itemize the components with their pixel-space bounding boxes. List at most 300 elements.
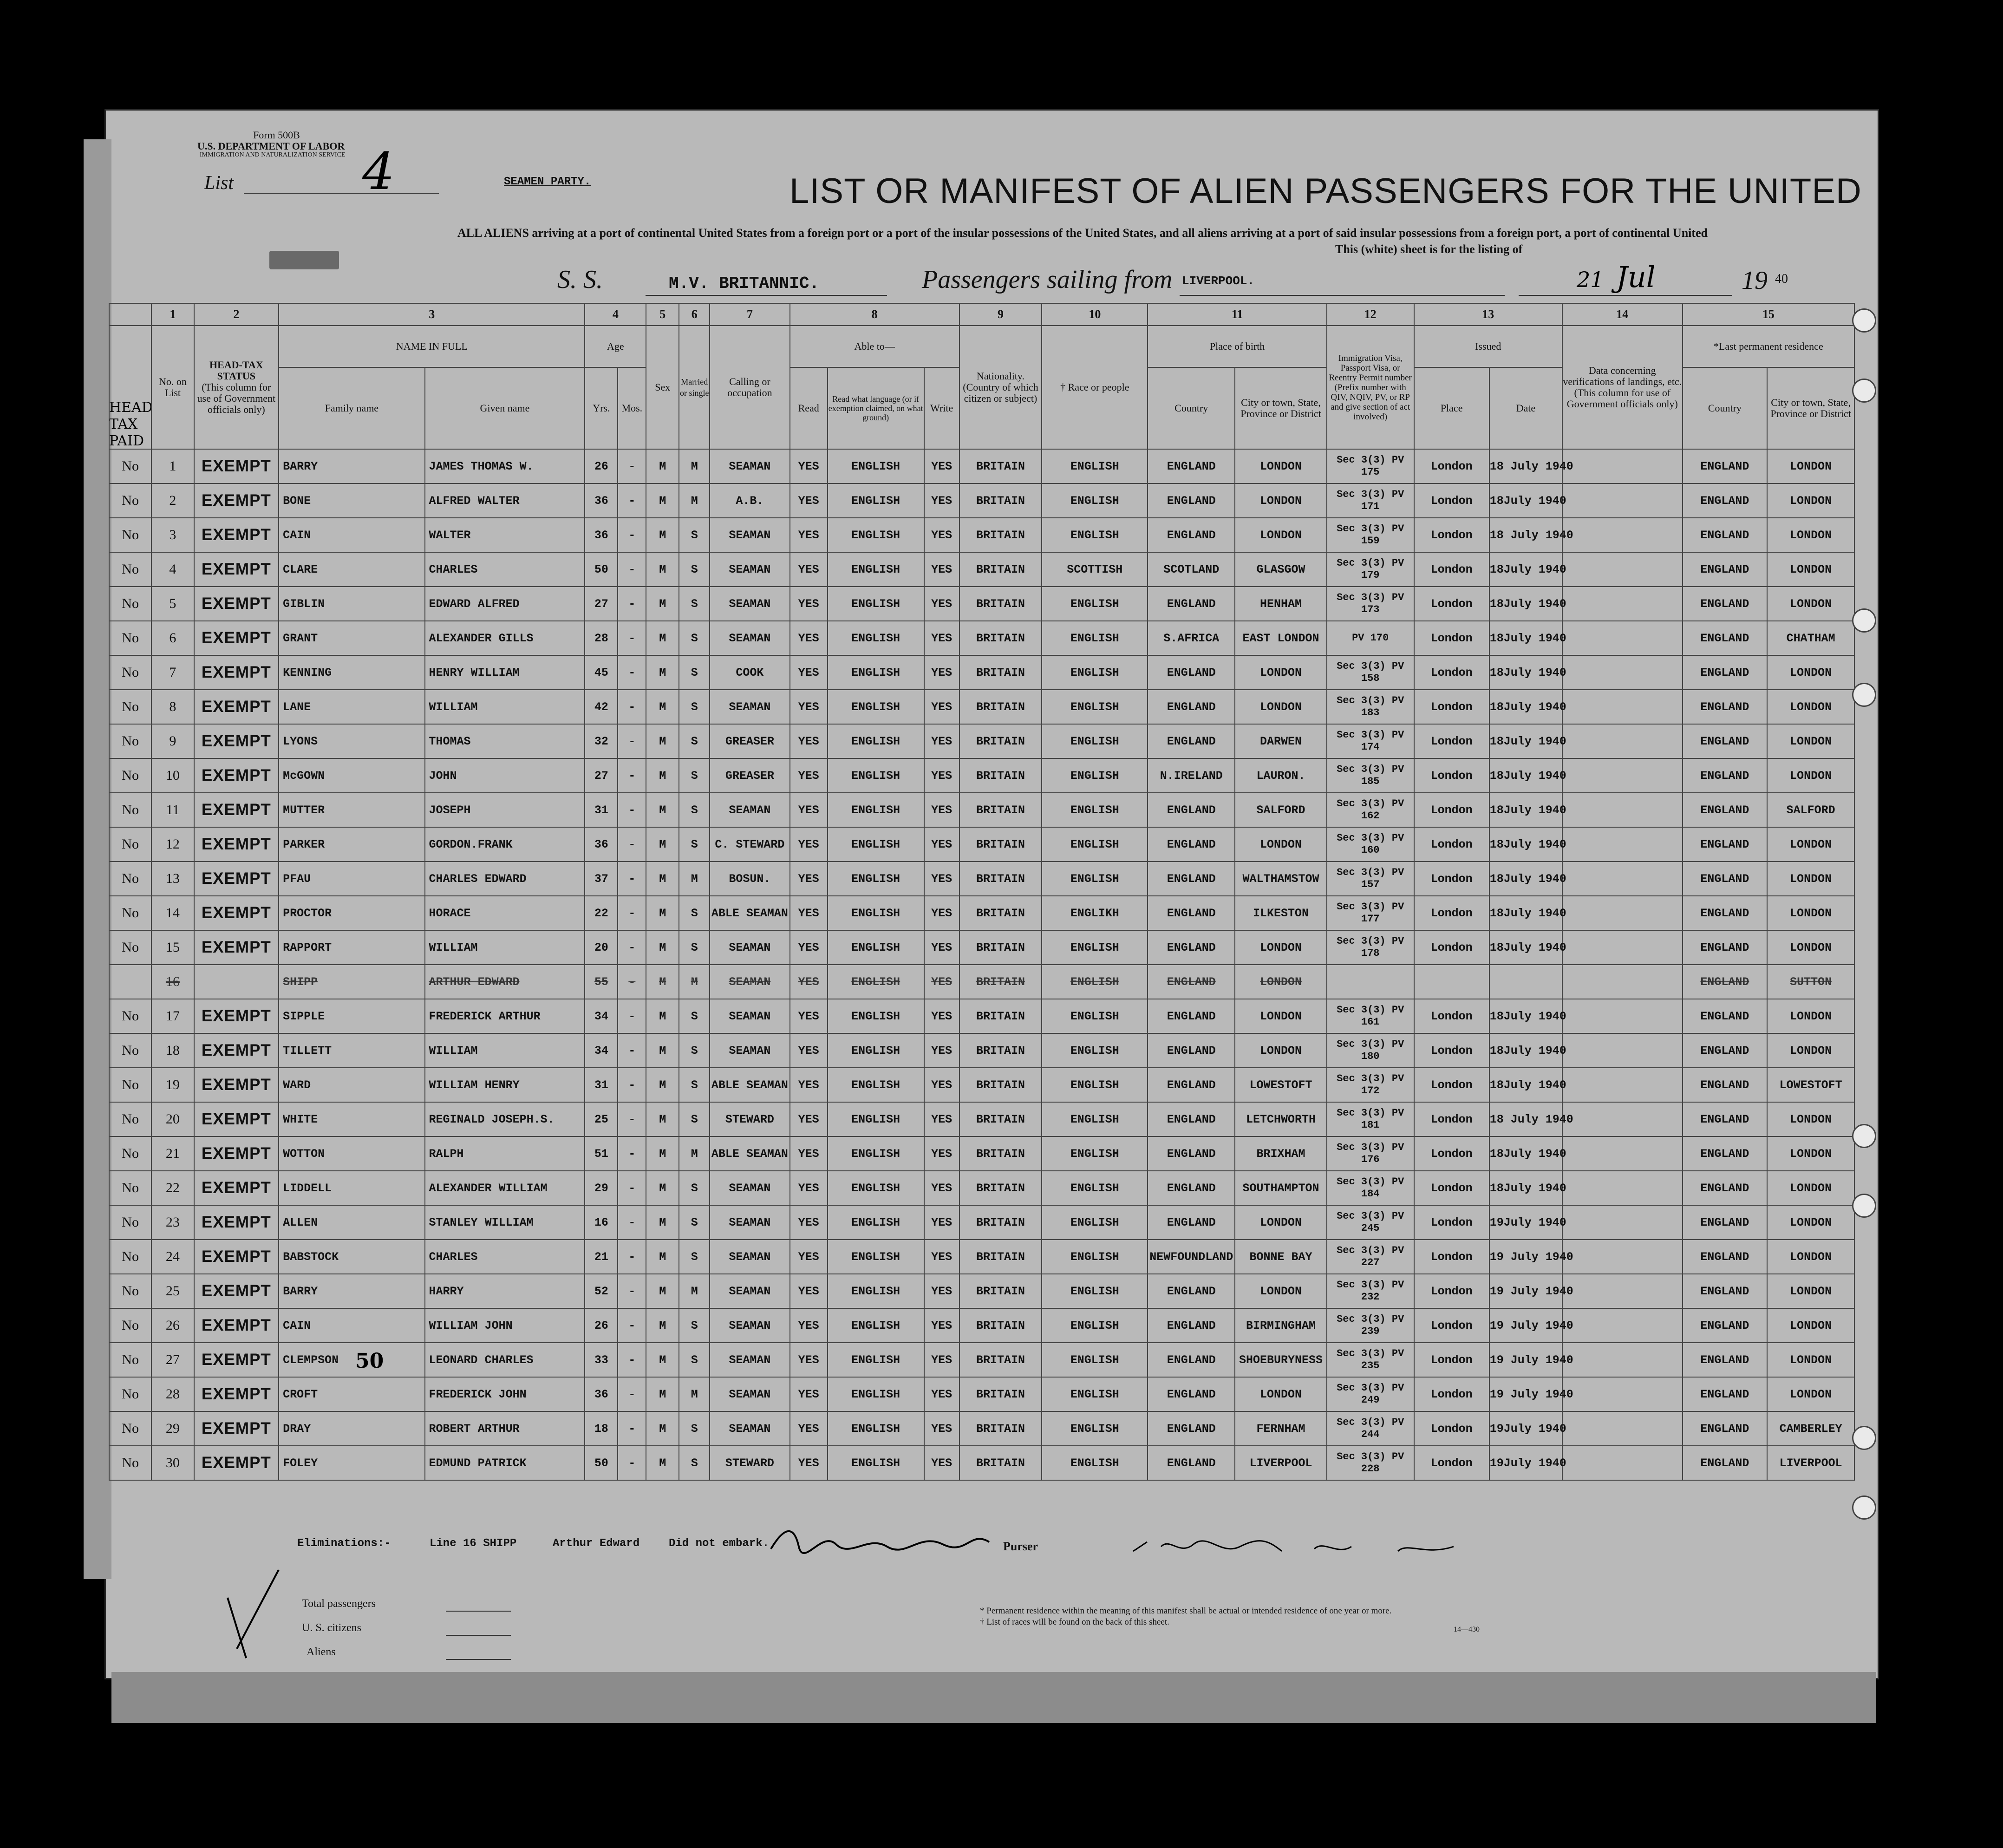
cell-lang: ENGLISH [828, 965, 924, 999]
cell-no: 13 [151, 862, 194, 896]
cell-status: EXEMPT [194, 1308, 279, 1343]
cell-lang: ENGLISH [828, 690, 924, 724]
cell-write: YES [924, 1136, 959, 1171]
cell-lang: ENGLISH [828, 1102, 924, 1136]
cell-nat: BRITAIN [959, 483, 1042, 518]
cell-visa: Sec 3(3) PV 181 [1327, 1102, 1414, 1136]
cell-sex: M [646, 930, 679, 965]
passenger-row [109, 862, 1854, 896]
cell-no: 27 [151, 1343, 194, 1377]
col-num-6: 6 [679, 303, 710, 326]
cell-yrs: 20 [585, 930, 618, 965]
total-passengers-line [446, 1611, 511, 1612]
cell-status: EXEMPT [194, 1205, 279, 1240]
cell-no: 16 [151, 965, 194, 999]
passenger-row [109, 1377, 1854, 1411]
cell-race: ENGLIKH [1042, 896, 1148, 930]
cell-city: SOUTHAMPTON [1235, 1171, 1327, 1205]
cell-country: S.AFRICA [1148, 621, 1235, 655]
cell-sex: M [646, 690, 679, 724]
header-nationality: Nationality. (Country of which citizen or subject) [959, 326, 1042, 449]
cell-status: EXEMPT [194, 1377, 279, 1411]
cell-country: ENGLAND [1148, 1446, 1235, 1480]
cell-lang: ENGLISH [828, 1343, 924, 1377]
cell-country: ENGLAND [1148, 1274, 1235, 1308]
cell-no: 23 [151, 1205, 194, 1240]
sailing-from-label: Passengers sailing from [922, 265, 1173, 294]
cell-lang: ENGLISH [828, 999, 924, 1033]
cell-country: ENGLAND [1148, 827, 1235, 862]
cell-paid: No [109, 1377, 151, 1411]
cell-lang: ENGLISH [828, 1068, 924, 1102]
cell-place: London [1414, 655, 1489, 690]
cell-status: EXEMPT [194, 1343, 279, 1377]
cell-nat: BRITAIN [959, 655, 1042, 690]
cell-status: EXEMPT [194, 1446, 279, 1480]
cell-given: RALPH [425, 1136, 585, 1171]
passenger-row [109, 1171, 1854, 1205]
cell-mos: - [618, 827, 646, 862]
cell-write: YES [924, 552, 959, 587]
cell-city: WALTHAMSTOW [1235, 862, 1327, 896]
header-no-on-list: No. on List [151, 326, 194, 449]
cell-place: London [1414, 1068, 1489, 1102]
cell-family: RAPPORT [279, 930, 424, 965]
cell-race: SCOTTISH [1042, 552, 1148, 587]
passenger-row [109, 793, 1854, 827]
cell-yrs: 33 [585, 1343, 618, 1377]
cell-res-country: ENGLAND [1683, 896, 1768, 930]
cell-sex: M [646, 1033, 679, 1068]
cell-family: CLARE [279, 552, 424, 587]
head-tax-note: (This column for use of Government officials only) [197, 381, 276, 415]
head-tax-title: HEAD-TAX STATUS [209, 359, 263, 382]
cell-given: ALFRED WALTER [425, 483, 585, 518]
cell-data-landings [1562, 758, 1683, 793]
page-edge-left [84, 139, 111, 1579]
cell-read: YES [790, 1205, 828, 1240]
cell-status: EXEMPT [194, 587, 279, 621]
cell-status: EXEMPT [194, 1274, 279, 1308]
cell-visa: Sec 3(3) PV 235 [1327, 1343, 1414, 1377]
cell-sex: M [646, 1308, 679, 1343]
cell-visa: Sec 3(3) PV 179 [1327, 552, 1414, 587]
cell-mos: - [618, 1205, 646, 1240]
header-date: Date [1489, 367, 1562, 449]
cell-lang: ENGLISH [828, 896, 924, 930]
cell-res-country: ENGLAND [1683, 621, 1768, 655]
tally-number: 50 [355, 1349, 384, 1373]
cell-family: WOTTON [279, 1136, 424, 1171]
cell-place: London [1414, 793, 1489, 827]
cell-res-country: ENGLAND [1683, 552, 1768, 587]
cell-yrs: 42 [585, 690, 618, 724]
cell-yrs: 22 [585, 896, 618, 930]
cell-res-country: ENGLAND [1683, 518, 1768, 552]
cell-yrs: 16 [585, 1205, 618, 1240]
cell-yrs: 55 [585, 965, 618, 999]
cell-data-landings [1562, 793, 1683, 827]
header-calling: Calling or occupation [710, 326, 789, 449]
cell-data-landings [1562, 1240, 1683, 1274]
cell-city: ILKESTON [1235, 896, 1327, 930]
cell-city: EAST LONDON [1235, 621, 1327, 655]
cell-race: ENGLISH [1042, 655, 1148, 690]
manifest-subtitle: ALL ALIENS arriving at a port of continental United States from a foreign port or a port of the insular possessions of the United States, and all aliens arriving at a port of said insular possessions from a foreign port, a port of continental United [457, 226, 1708, 240]
cell-yrs: 36 [585, 1377, 618, 1411]
cell-visa: Sec 3(3) PV 157 [1327, 862, 1414, 896]
col-num-9: 9 [959, 303, 1042, 326]
cell-data-landings [1562, 930, 1683, 965]
cell-mos: - [618, 1136, 646, 1171]
cell-status: EXEMPT [194, 930, 279, 965]
cell-res-country: ENGLAND [1683, 655, 1768, 690]
cell-write: YES [924, 1377, 959, 1411]
header-able-to: Able to— [790, 326, 959, 367]
cell-race: ENGLISH [1042, 1171, 1148, 1205]
cell-write: YES [924, 1274, 959, 1308]
cell-lang: ENGLISH [828, 1205, 924, 1240]
cell-res-city: LONDON [1767, 1205, 1854, 1240]
cell-given: JOSEPH [425, 793, 585, 827]
cell-write: YES [924, 862, 959, 896]
ship-underline [646, 295, 887, 296]
cell-read: YES [790, 449, 828, 483]
header-res-city: City or town, State, Province or District [1767, 367, 1854, 449]
cell-mos: - [618, 1274, 646, 1308]
cell-lang: ENGLISH [828, 1446, 924, 1480]
cell-family: TILLETT [279, 1033, 424, 1068]
cell-data-landings [1562, 518, 1683, 552]
cell-calling: SEAMAN [710, 1171, 789, 1205]
year-prefix: 19 [1742, 266, 1768, 295]
date-month: Jul [1616, 260, 1656, 294]
cell-nat: BRITAIN [959, 724, 1042, 758]
cell-write: YES [924, 793, 959, 827]
cell-race: ENGLISH [1042, 1136, 1148, 1171]
punch-hole [1852, 1426, 1876, 1450]
col-num-15: 15 [1683, 303, 1854, 326]
data-landings-note: (This column for use of Government officials only) [1566, 387, 1678, 410]
cell-no: 9 [151, 724, 194, 758]
header-res-country: Country [1683, 367, 1768, 449]
page-edge-bottom [111, 1672, 1876, 1723]
list-number: 4 [362, 142, 395, 201]
cell-res-city: LONDON [1767, 690, 1854, 724]
cell-data-landings [1562, 1102, 1683, 1136]
cell-mos: - [618, 1377, 646, 1411]
cell-given: ROBERT ARTHUR [425, 1411, 585, 1446]
cell-family: WHITE [279, 1102, 424, 1136]
cell-res-city: LONDON [1767, 758, 1854, 793]
footnote-residence: * Permanent residence within the meaning of this manifest shall be actual or intended residence of one year or more. [980, 1606, 1392, 1616]
cell-city: SHOEBURYNESS [1235, 1343, 1327, 1377]
cell-lang: ENGLISH [828, 449, 924, 483]
cell-res-country: ENGLAND [1683, 1068, 1768, 1102]
cell-res-country: ENGLAND [1683, 587, 1768, 621]
cell-city: LOWESTOFT [1235, 1068, 1327, 1102]
cell-write: YES [924, 483, 959, 518]
cell-family: BARRY [279, 449, 424, 483]
punch-hole [1852, 1194, 1876, 1218]
cell-res-country: ENGLAND [1683, 483, 1768, 518]
cell-place: London [1414, 1171, 1489, 1205]
cell-res-country: ENGLAND [1683, 1136, 1768, 1171]
cell-date: 18July 1940 [1489, 690, 1562, 724]
cell-family: DRAY [279, 1411, 424, 1446]
cell-res-country: ENGLAND [1683, 690, 1768, 724]
cell-data-landings [1562, 862, 1683, 896]
header-name-in-full: NAME IN FULL [279, 326, 585, 367]
cell-race: ENGLISH [1042, 758, 1148, 793]
cell-race: ENGLISH [1042, 930, 1148, 965]
cell-mos: - [618, 518, 646, 552]
cell-ms: S [679, 1308, 710, 1343]
cell-data-landings [1562, 965, 1683, 999]
manifest-table [109, 303, 1855, 1481]
cell-family: CROFT [279, 1377, 424, 1411]
cell-paid: No [109, 449, 151, 483]
cell-race: ENGLISH [1042, 827, 1148, 862]
cell-yrs: 51 [585, 1136, 618, 1171]
cell-place: London [1414, 1205, 1489, 1240]
cell-nat: BRITAIN [959, 1171, 1042, 1205]
cell-date: 19July 1940 [1489, 1446, 1562, 1480]
cell-write: YES [924, 827, 959, 862]
cell-no: 14 [151, 896, 194, 930]
manifest-title: LIST OR MANIFEST OF ALIEN PASSENGERS FOR THE UNITED [789, 171, 1862, 211]
cell-write: YES [924, 896, 959, 930]
punch-hole [1852, 608, 1876, 633]
cell-given: HARRY [425, 1274, 585, 1308]
cell-ms: S [679, 1102, 710, 1136]
cell-res-city: LONDON [1767, 449, 1854, 483]
cell-calling: SEAMAN [710, 793, 789, 827]
cell-nat: BRITAIN [959, 1240, 1042, 1274]
cell-visa: Sec 3(3) PV 172 [1327, 1068, 1414, 1102]
cell-country: ENGLAND [1148, 587, 1235, 621]
cell-date: 18July 1940 [1489, 896, 1562, 930]
cell-mos: - [618, 1033, 646, 1068]
cell-paid: No [109, 930, 151, 965]
cell-family: SIPPLE [279, 999, 424, 1033]
year-suffix: 40 [1775, 272, 1788, 286]
cell-write: YES [924, 1343, 959, 1377]
cell-mos: - [618, 896, 646, 930]
cell-mos: - [618, 690, 646, 724]
ship-name: M.V. BRITANNIC. [669, 274, 820, 293]
cell-mos: - [618, 930, 646, 965]
cell-paid: No [109, 1102, 151, 1136]
cell-date: 18July 1940 [1489, 1033, 1562, 1068]
col-num-5: 5 [646, 303, 679, 326]
cell-yrs: 26 [585, 449, 618, 483]
cell-no: 28 [151, 1377, 194, 1411]
cell-sex: M [646, 896, 679, 930]
cell-res-city: LONDON [1767, 1171, 1854, 1205]
cell-res-country: ENGLAND [1683, 1033, 1768, 1068]
cell-nat: BRITAIN [959, 449, 1042, 483]
cell-write: YES [924, 1446, 959, 1480]
cell-country: ENGLAND [1148, 1411, 1235, 1446]
cell-no: 3 [151, 518, 194, 552]
cell-mos: - [618, 758, 646, 793]
cell-ms: S [679, 724, 710, 758]
cell-no: 21 [151, 1136, 194, 1171]
cell-country: ENGLAND [1148, 690, 1235, 724]
cell-given: WILLIAM [425, 930, 585, 965]
port-name: LIVERPOOL. [1182, 274, 1255, 288]
cell-race: ENGLISH [1042, 1308, 1148, 1343]
cell-city: LONDON [1235, 449, 1327, 483]
cell-mos: - [618, 621, 646, 655]
form-code: 14—430 [1454, 1626, 1480, 1633]
passenger-row [109, 1411, 1854, 1446]
cell-given: ARTHUR EDWARD [425, 965, 585, 999]
cell-nat: BRITAIN [959, 1411, 1042, 1446]
cell-calling: STEWARD [710, 1102, 789, 1136]
cell-city: LONDON [1235, 999, 1327, 1033]
cell-city: LONDON [1235, 965, 1327, 999]
cell-yrs: 26 [585, 1308, 618, 1343]
aliens-line [446, 1659, 511, 1660]
cell-given: JAMES THOMAS W. [425, 449, 585, 483]
cell-read: YES [790, 827, 828, 862]
cell-no: 10 [151, 758, 194, 793]
cell-no: 26 [151, 1308, 194, 1343]
cell-lang: ENGLISH [828, 1033, 924, 1068]
cell-sex: M [646, 1377, 679, 1411]
cell-res-city: CAMBERLEY [1767, 1411, 1854, 1446]
cell-visa: Sec 3(3) PV 184 [1327, 1171, 1414, 1205]
cell-city: LETCHWORTH [1235, 1102, 1327, 1136]
cell-visa: Sec 3(3) PV 174 [1327, 724, 1414, 758]
cell-family: WARD [279, 1068, 424, 1102]
cell-family: BONE [279, 483, 424, 518]
cell-nat: BRITAIN [959, 1136, 1042, 1171]
cell-family: PARKER [279, 827, 424, 862]
cell-given: LEONARD CHARLES [425, 1343, 585, 1377]
cell-visa: Sec 3(3) PV 178 [1327, 930, 1414, 965]
passenger-row [109, 758, 1854, 793]
cell-given: WILLIAM [425, 690, 585, 724]
cell-city: LONDON [1235, 1205, 1327, 1240]
cell-place: London [1414, 896, 1489, 930]
cell-ms: S [679, 621, 710, 655]
cell-place: London [1414, 518, 1489, 552]
cell-race: ENGLISH [1042, 690, 1148, 724]
cell-write: YES [924, 1308, 959, 1343]
cell-data-landings [1562, 1446, 1683, 1480]
cell-given: REGINALD JOSEPH.S. [425, 1102, 585, 1136]
cell-write: YES [924, 621, 959, 655]
cell-place: London [1414, 621, 1489, 655]
cell-visa: Sec 3(3) PV 185 [1327, 758, 1414, 793]
cell-paid: No [109, 1205, 151, 1240]
cell-mos: - [618, 655, 646, 690]
cell-paid: No [109, 483, 151, 518]
cell-res-country: ENGLAND [1683, 827, 1768, 862]
passenger-row [109, 965, 1854, 999]
cell-no: 11 [151, 793, 194, 827]
cell-country: ENGLAND [1148, 518, 1235, 552]
cell-no: 4 [151, 552, 194, 587]
cell-yrs: 37 [585, 862, 618, 896]
cell-family: ALLEN [279, 1205, 424, 1240]
cell-place: London [1414, 1446, 1489, 1480]
cell-family: MUTTER [279, 793, 424, 827]
cell-given: WILLIAM [425, 1033, 585, 1068]
cell-read: YES [790, 1171, 828, 1205]
cell-date: 18July 1940 [1489, 724, 1562, 758]
cell-city: LONDON [1235, 1377, 1327, 1411]
cell-sex: M [646, 518, 679, 552]
cell-nat: BRITAIN [959, 999, 1042, 1033]
cell-family: CAIN [279, 518, 424, 552]
cell-visa: Sec 3(3) PV 249 [1327, 1377, 1414, 1411]
cell-ms: S [679, 896, 710, 930]
service: IMMIGRATION AND NATURALIZATION SERVICE [200, 151, 346, 158]
header-country: Country [1148, 367, 1235, 449]
cell-visa [1327, 965, 1414, 999]
cell-lang: ENGLISH [828, 1171, 924, 1205]
header-race: † Race or people [1042, 326, 1148, 449]
cell-place: London [1414, 999, 1489, 1033]
cell-ms: S [679, 827, 710, 862]
col-num-13: 13 [1414, 303, 1562, 326]
cell-calling: SEAMAN [710, 1377, 789, 1411]
cell-calling: COOK [710, 655, 789, 690]
cell-ms: S [679, 999, 710, 1033]
cell-sex: M [646, 587, 679, 621]
cell-no: 24 [151, 1240, 194, 1274]
cell-nat: BRITAIN [959, 1274, 1042, 1308]
cell-read: YES [790, 758, 828, 793]
cell-nat: BRITAIN [959, 758, 1042, 793]
cell-calling: C. STEWARD [710, 827, 789, 862]
cell-sex: M [646, 1205, 679, 1240]
cell-place: London [1414, 1033, 1489, 1068]
cell-city: BRIXHAM [1235, 1136, 1327, 1171]
cell-nat: BRITAIN [959, 1033, 1042, 1068]
punch-hole [1852, 1495, 1876, 1520]
cell-country: ENGLAND [1148, 1136, 1235, 1171]
cell-data-landings [1562, 1068, 1683, 1102]
cell-family: CLEMPSON [279, 1343, 424, 1377]
cell-date: 18July 1940 [1489, 587, 1562, 621]
cell-race: ENGLISH [1042, 724, 1148, 758]
header-sex: Sex [646, 326, 679, 449]
cell-paid: No [109, 1274, 151, 1308]
header-family-name: Family name [279, 367, 424, 449]
cell-paid: No [109, 690, 151, 724]
cell-city: GLASGOW [1235, 552, 1327, 587]
cell-data-landings [1562, 483, 1683, 518]
cell-data-landings [1562, 1343, 1683, 1377]
cell-date: 19 July 1940 [1489, 1377, 1562, 1411]
passenger-row [109, 1240, 1854, 1274]
header-mos: Mos. [618, 367, 646, 449]
cell-visa: Sec 3(3) PV 228 [1327, 1446, 1414, 1480]
cell-ms: S [679, 690, 710, 724]
cell-no: 17 [151, 999, 194, 1033]
passenger-row [109, 896, 1854, 930]
cell-res-city: LONDON [1767, 587, 1854, 621]
stamp-mark [269, 251, 339, 269]
cell-calling: SEAMAN [710, 1033, 789, 1068]
cell-res-city: LONDON [1767, 930, 1854, 965]
cell-country: ENGLAND [1148, 999, 1235, 1033]
